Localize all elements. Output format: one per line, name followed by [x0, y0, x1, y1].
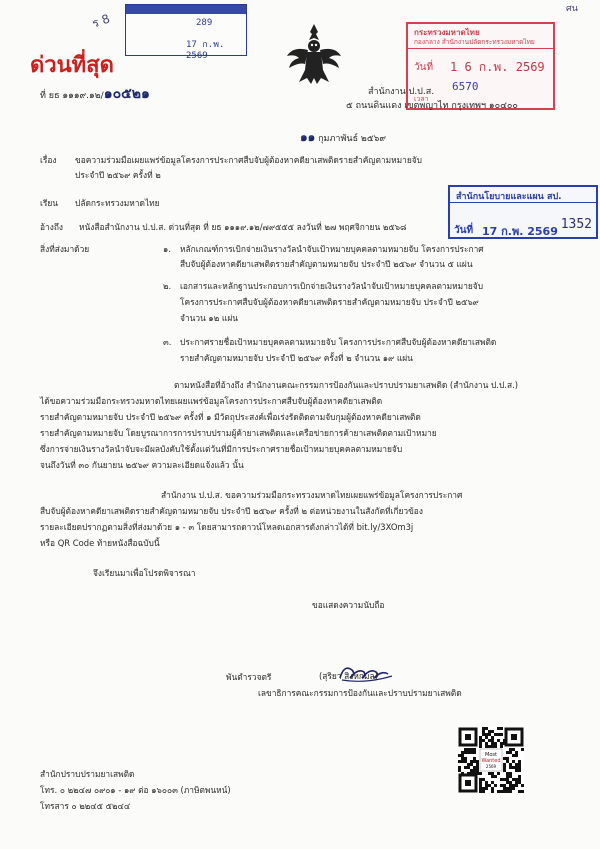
receipt-stamp-small: [125, 4, 247, 61]
sender-office: สำนักงาน ป.ป.ส.: [368, 87, 435, 97]
stamp-date: 17 ก.พ. 2569: [482, 225, 558, 238]
enclosure-line: โครงการประกาศสืบจับผู้ต้องหาคดียาเสพติดรายสำคัญตามหมายจับ ประจำปี ๒๕๖๙: [180, 297, 479, 307]
closing-request: จึงเรียนมาเพื่อโปรดพิจารณา: [93, 568, 196, 578]
stamp-unit: กองกลาง สำนักงานปลัดกระทรวงมหาดไทย: [414, 38, 535, 46]
enclosure-line: สืบจับผู้ต้องหาคดียาเสพติดรายสำคัญตามหมายจับ ประจำปี ๒๕๖๙ จำนวน ๕ แผ่น: [180, 259, 473, 269]
body-para2-line: รายละเอียดปรากฏตามสิ่งที่ส่งมาด้วย ๑ - ๓ โดยสามารถดาวน์โหลดเอกสารดังกล่าวได้ที่ bit.ly/3XOm3j: [40, 522, 414, 532]
handwritten-corner-note: ศน: [566, 4, 578, 14]
regards: ขอแสดงความนับถือ: [312, 600, 385, 610]
body-para1-line: ได้ขอความร่วมมือกระทรวงมหาดไทยเผยแพร่ข้อมูลโครงการประกาศสืบจับผู้ต้องหาคดียาเสพติด: [40, 396, 383, 406]
body-para1-line: ซึ่งการจ่ายเงินรางวัลนำจับจะมีผลบังคับใช้ตั้งแต่วันที่มีการประกาศรายชื่อเป้าหมายบุคคลตามหมายจับ: [40, 444, 403, 454]
stamp-receipt-number: 289: [196, 18, 213, 28]
handwritten-mark: ร 8: [90, 11, 112, 31]
body-para1-line: รายสำคัญตามหมายจับ ประจำปี ๒๕๖๙ ครั้งที่ ๑ มีวัตถุประสงค์เพื่อเร่งรัดติดตามจับกุมผู้ต้องหาคดียาเสพติด: [40, 412, 421, 422]
addressee-label: เรียน: [40, 198, 58, 208]
enclosure-num: ๑.: [163, 244, 171, 254]
enclosure-line: ประกาศรายชื่อเป้าหมายบุคคลตามหมายจับ โครงการประกาศสืบจับผู้ต้องหาคดียาเสพติด: [180, 337, 497, 347]
body-para1-line: จนถึงวันที่ ๓๐ กันยายน ๒๕๖๙ ความละเอียดแจ้งแล้ว นั้น: [40, 460, 244, 470]
stamp-date-label: วันที่: [454, 225, 474, 236]
stamp-header-bar: [126, 5, 246, 14]
qr-caption: 2569: [485, 764, 497, 769]
stamp-number: 1352: [560, 217, 592, 232]
subject-line-2: ประจำปี ๒๕๖๙ ครั้งที่ ๒: [75, 170, 161, 180]
qr-caption: Most: [485, 752, 497, 758]
enclosure-line: เอกสารและหลักฐานประกอบการเบิกจ่ายเงินรางวัลนำจับเป้าหมายบุคคลตามหมายจับ: [180, 281, 484, 291]
body-para2-line: หรือ QR Code ท้ายหนังสือฉบับนี้: [40, 538, 160, 548]
document-date: [300, 130, 386, 145]
sender-address: ๕ ถนนดินแดง เขตพญาไท กรุงเทพฯ ๑๐๔๐๐: [346, 101, 518, 111]
enclosure-line: หลักเกณฑ์การเบิกจ่ายเงินรางวัลนำจับเป้าหมายบุคคลตามหมายจับ โครงการประกาศ: [180, 244, 484, 254]
enclosure-num: ๓.: [163, 337, 172, 347]
footer-fax: โทรสาร ๐ ๒๒๔๕ ๕๒๔๔: [40, 801, 131, 811]
qr-code: [458, 727, 524, 799]
stamp-divider: [408, 48, 553, 49]
stamp-org: กระทรวงมหาดไทย: [414, 28, 480, 37]
enclosure-line: จำนวน ๑๒ แผ่น: [180, 313, 238, 323]
stamp-number: 6570: [452, 80, 479, 93]
date-day: ๑๑: [300, 130, 316, 144]
stamp-division: สำนักนโยบายและแผน สป.: [456, 192, 562, 202]
addressee: ปลัดกระทรวงมหาดไทย: [75, 198, 160, 208]
document-number: [40, 86, 150, 103]
signer-name: (สุริยา สิงหกมล): [319, 671, 378, 681]
stamp-time-label: เวลา: [414, 95, 429, 103]
subject-line-1: ขอความร่วมมือเผยแพร่ข้อมูลโครงการประกาศสืบจับผู้ต้องหาคดียาเสพติดรายสำคัญตามหมายจับ: [75, 155, 422, 165]
enclosure-line: รายสำคัญตามหมายจับ ประจำปี ๒๕๖๙ ครั้งที่ ๒ จำนวน ๑๙ แผ่น: [180, 353, 413, 363]
footer-department: สำนักปราบปรามยาเสพติด: [40, 769, 135, 779]
reference-text: หนังสือสำนักงาน ป.ป.ส. ด่วนที่สุด ที่ ยธ ๑๑๑๙.๑๒/๗๙๕๕๕ ลงวันที่ ๒๗ พฤศจิกายน ๒๕๖๘: [79, 222, 407, 232]
qr-caption: Wanted: [481, 758, 501, 764]
stamp-date: 1 6 ก.พ. 2569: [450, 60, 545, 74]
body-para2-line: สำนักงาน ป.ป.ส. ขอความร่วมมือกระทรวงมหาดไทยเผยแพร่ข้อมูลโครงการประกาศ: [161, 490, 463, 500]
subject-label: เรื่อง: [40, 155, 57, 165]
urgency-label: ด่วนที่สุด: [30, 52, 114, 78]
reference-label: อ้างถึง: [40, 222, 63, 232]
enclosures-label: สิ่งที่ส่งมาด้วย: [40, 244, 90, 254]
footer-phone: โทร. ๐ ๒๒๔๗ ๐๙๐๑ - ๑๙ ต่อ ๑๖๐๐๓ (ภาษิตพนหน์): [40, 785, 231, 795]
signer-position: เลขาธิการคณะกรรมการป้องกันและปราบปรามยาเสพติด: [258, 688, 462, 698]
stamp-receipt-date: 17 ก.พ. 2569: [186, 40, 225, 61]
date-month-year: กุมภาพันธ์ ๒๕๖๙: [318, 134, 386, 144]
doc-number-prefix: ที่ ยธ ๑๑๑๙.๑๒/: [40, 91, 104, 101]
division-reception-stamp: [448, 185, 598, 239]
signer-rank: พันตำรวจตรี: [226, 672, 272, 682]
doc-number-value: ๑๐๕๒๑: [103, 86, 150, 102]
stamp-divider: [450, 202, 596, 203]
body-para1-line: ตามหนังสือที่อ้างถึง สำนักงานคณะกรรมการป้องกันและปราบปรามยาเสพติด (สำนักงาน ป.ป.ส.): [174, 380, 518, 390]
body-para1-line: รายสำคัญตามหมายจับ โดยบูรณาการการปราบปรามผู้ค้ายาเสพติดและเครือข่ายการค้ายาเสพติดตามเป้าหมาย: [40, 428, 437, 438]
body-para2-line: สืบจับผู้ต้องหาคดียาเสพติดรายสำคัญตามหมายจับ ประจำปี ๒๕๖๙ ครั้งที่ ๒ ต่อหน่วยงานในสังกัดที่เกี่ยวข้อง: [40, 506, 423, 516]
garuda-emblem-icon: [285, 22, 343, 86]
stamp-date-label: วันที่: [414, 62, 434, 73]
enclosure-num: ๒.: [163, 281, 172, 291]
